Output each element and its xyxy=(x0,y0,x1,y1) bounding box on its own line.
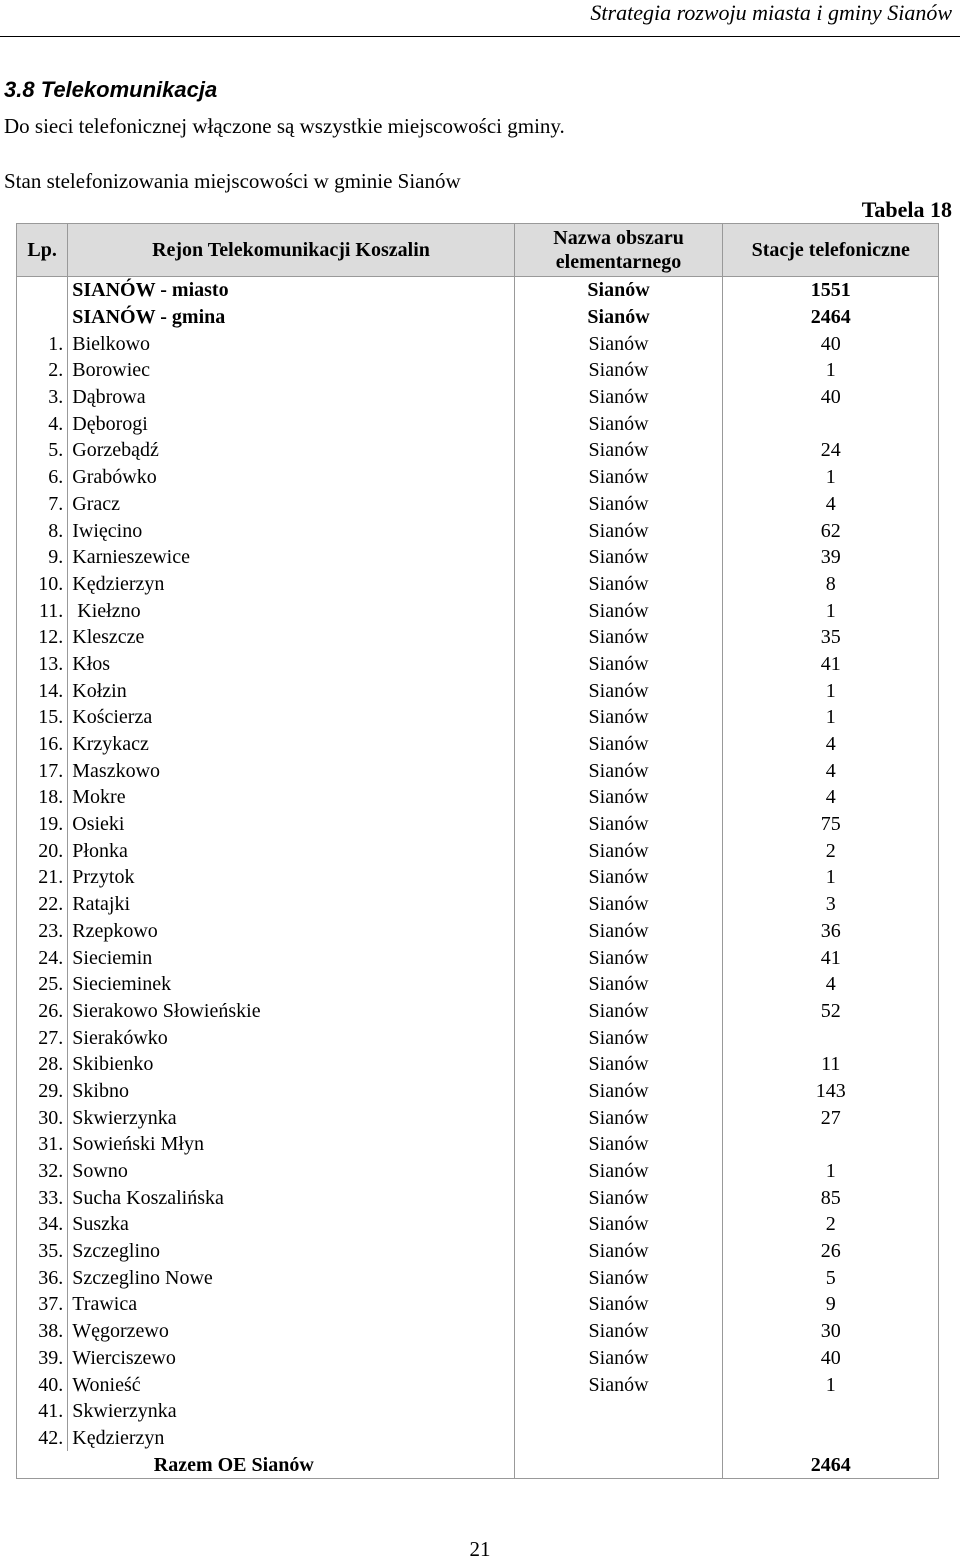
cell-phones: 11 xyxy=(723,1051,939,1078)
cell-name: Sucha Koszalińska xyxy=(68,1184,514,1211)
cell-lp: 19. xyxy=(17,811,68,838)
cell-name: Płonka xyxy=(68,837,514,864)
cell-lp: 5. xyxy=(17,437,68,464)
cell-area: Sianów xyxy=(514,944,723,971)
table-row xyxy=(17,1104,939,1131)
cell-phones xyxy=(723,1398,939,1425)
cell-phones xyxy=(723,1024,939,1051)
page-number: 21 xyxy=(469,1537,491,1561)
cell-lp: 35. xyxy=(17,1238,68,1265)
table-body xyxy=(17,277,939,1479)
cell-lp: 10. xyxy=(17,571,68,598)
table-row xyxy=(17,704,939,731)
cell-name: SIANÓW - miasto xyxy=(68,277,514,304)
cell-name: Bielkowo xyxy=(68,330,514,357)
cell-name: Skibienko xyxy=(68,1051,514,1078)
cell-area: Sianów xyxy=(514,757,723,784)
cell-lp: 27. xyxy=(17,1024,68,1051)
cell-phones: 35 xyxy=(723,624,939,651)
table-row xyxy=(17,1371,939,1398)
table-row xyxy=(17,1425,939,1452)
cell-phones: 40 xyxy=(723,1345,939,1372)
cell-phones: 24 xyxy=(723,437,939,464)
cell-area: Sianów xyxy=(514,837,723,864)
cell-name: Kleszcze xyxy=(68,624,514,651)
cell-area: Sianów xyxy=(514,677,723,704)
table-row xyxy=(17,677,939,704)
cell-area: Sianów xyxy=(514,1238,723,1265)
table-caption: Stan stelefonizowania miejscowości w gminie Sianów xyxy=(4,169,461,193)
cell-lp: 40. xyxy=(17,1371,68,1398)
cell-lp: 8. xyxy=(17,517,68,544)
cell-lp: 29. xyxy=(17,1078,68,1105)
cell-area: Sianów xyxy=(514,731,723,758)
total-row xyxy=(17,1451,939,1478)
table-row xyxy=(17,1131,939,1158)
cell-phones: 4 xyxy=(723,784,939,811)
cell-phones xyxy=(723,1131,939,1158)
cell-phones: 5 xyxy=(723,1264,939,1291)
table-row xyxy=(17,918,939,945)
cell-phones: 1 xyxy=(723,1371,939,1398)
cell-lp: 18. xyxy=(17,784,68,811)
cell-area: Sianów xyxy=(514,1345,723,1372)
cell-lp: 26. xyxy=(17,998,68,1025)
table-row xyxy=(17,784,939,811)
cell-name: Dąbrowa xyxy=(68,384,514,411)
cell-lp: 38. xyxy=(17,1318,68,1345)
cell-phones: 9 xyxy=(723,1291,939,1318)
cell-phones: 40 xyxy=(723,330,939,357)
table-row xyxy=(17,384,939,411)
cell-area: Sianów xyxy=(514,410,723,437)
cell-area: Sianów xyxy=(514,491,723,518)
cell-name: Sierakowo Słowieńskie xyxy=(68,998,514,1025)
cell-area: Sianów xyxy=(514,971,723,998)
cell-area: Sianów xyxy=(514,597,723,624)
table-row xyxy=(17,491,939,518)
cell-area: Sianów xyxy=(514,1211,723,1238)
cell-lp xyxy=(17,1451,68,1478)
table-row xyxy=(17,1184,939,1211)
cell-phones: 26 xyxy=(723,1238,939,1265)
cell-phones: 1 xyxy=(723,1158,939,1185)
cell-lp: 6. xyxy=(17,464,68,491)
cell-name: Sowieński Młyn xyxy=(68,1131,514,1158)
header-area-line1: Nazwa obszaru xyxy=(553,227,684,249)
cell-lp: 2. xyxy=(17,357,68,384)
cell-area: Sianów xyxy=(514,1184,723,1211)
cell-area: Sianów xyxy=(514,437,723,464)
cell-name: Kędzierzyn xyxy=(68,1425,514,1452)
table-header-row xyxy=(17,224,939,277)
cell-lp: 22. xyxy=(17,891,68,918)
cell-phones: 4 xyxy=(723,491,939,518)
table-row xyxy=(17,1264,939,1291)
cell-area: Sianów xyxy=(514,304,723,331)
cell-area: Sianów xyxy=(514,1078,723,1105)
summary-row xyxy=(17,277,939,304)
table-row xyxy=(17,1238,939,1265)
table-row xyxy=(17,1398,939,1425)
cell-lp: 41. xyxy=(17,1398,68,1425)
cell-name: Kędzierzyn xyxy=(68,571,514,598)
cell-phones: 4 xyxy=(723,757,939,784)
cell-phones: 1 xyxy=(723,357,939,384)
cell-area: Sianów xyxy=(514,1158,723,1185)
cell-lp: 21. xyxy=(17,864,68,891)
table-row xyxy=(17,1158,939,1185)
cell-phones: 39 xyxy=(723,544,939,571)
cell-phones: 27 xyxy=(723,1104,939,1131)
table-row xyxy=(17,1078,939,1105)
cell-name: Grabówko xyxy=(68,464,514,491)
cell-phones: 30 xyxy=(723,1318,939,1345)
cell-name: Mokre xyxy=(68,784,514,811)
cell-phones: 1 xyxy=(723,864,939,891)
table-number-label: Tabela 18 xyxy=(861,197,952,222)
cell-phones xyxy=(723,410,939,437)
cell-phones: 1551 xyxy=(723,277,939,304)
cell-name: Suszka xyxy=(68,1211,514,1238)
cell-lp: 33. xyxy=(17,1184,68,1211)
cell-phones: 41 xyxy=(723,944,939,971)
cell-name: Borowiec xyxy=(68,357,514,384)
cell-name: Kościerza xyxy=(68,704,514,731)
cell-lp: 37. xyxy=(17,1291,68,1318)
table-row xyxy=(17,998,939,1025)
cell-lp: 39. xyxy=(17,1345,68,1372)
cell-name: Gracz xyxy=(68,491,514,518)
cell-lp: 25. xyxy=(17,971,68,998)
cell-lp: 9. xyxy=(17,544,68,571)
cell-name: Iwięcino xyxy=(68,517,514,544)
cell-name: Szczeglino xyxy=(68,1238,514,1265)
table-row xyxy=(17,1345,939,1372)
cell-phones: 2464 xyxy=(723,304,939,331)
cell-area: Sianów xyxy=(514,651,723,678)
total-label: Razem OE Sianów xyxy=(68,1451,514,1478)
cell-name: Siecieminek xyxy=(68,971,514,998)
header-area xyxy=(514,224,723,277)
cell-phones: 4 xyxy=(723,971,939,998)
cell-area: Sianów xyxy=(514,571,723,598)
cell-lp: 3. xyxy=(17,384,68,411)
cell-lp: 4. xyxy=(17,410,68,437)
running-header-title: Strategia rozwoju miasta i gminy Sianów xyxy=(590,0,952,25)
cell-lp: 11. xyxy=(17,597,68,624)
cell-phones: 2 xyxy=(723,1211,939,1238)
cell-name: Ratajki xyxy=(68,891,514,918)
cell-name: Wonieść xyxy=(68,1371,514,1398)
cell-name: Gorzebądź xyxy=(68,437,514,464)
header-phones: Stacje telefoniczne xyxy=(723,224,939,277)
cell-area: Sianów xyxy=(514,811,723,838)
cell-lp: 17. xyxy=(17,757,68,784)
table-row xyxy=(17,811,939,838)
cell-area: Sianów xyxy=(514,1318,723,1345)
table-row xyxy=(17,357,939,384)
cell-area: Sianów xyxy=(514,998,723,1025)
header-area-line2: elementarnego xyxy=(555,251,682,273)
cell-area: Sianów xyxy=(514,357,723,384)
table-row xyxy=(17,837,939,864)
cell-lp: 36. xyxy=(17,1264,68,1291)
cell-phones: 3 xyxy=(723,891,939,918)
table-row xyxy=(17,330,939,357)
cell-lp: 32. xyxy=(17,1158,68,1185)
cell-name: Rzepkowo xyxy=(68,918,514,945)
cell-lp: 16. xyxy=(17,731,68,758)
table-row xyxy=(17,517,939,544)
cell-name: Węgorzewo xyxy=(68,1318,514,1345)
table-row xyxy=(17,437,939,464)
cell-area: Sianów xyxy=(514,624,723,651)
cell-phones: 1 xyxy=(723,464,939,491)
cell-area: Sianów xyxy=(514,704,723,731)
cell-name: Osieki xyxy=(68,811,514,838)
cell-name: Kłos xyxy=(68,651,514,678)
cell-area: Sianów xyxy=(514,1131,723,1158)
cell-lp: 28. xyxy=(17,1051,68,1078)
cell-name: Skwierzynka xyxy=(68,1398,514,1425)
header-lp: Lp. xyxy=(17,224,68,277)
cell-area: Sianów xyxy=(514,330,723,357)
summary-row xyxy=(17,304,939,331)
cell-name: Krzykacz xyxy=(68,731,514,758)
cell-area: Sianów xyxy=(514,918,723,945)
cell-lp: 23. xyxy=(17,918,68,945)
cell-name: Sowno xyxy=(68,1158,514,1185)
table-row xyxy=(17,757,939,784)
cell-lp: 20. xyxy=(17,837,68,864)
cell-area: Sianów xyxy=(514,784,723,811)
cell-name: Przytok xyxy=(68,864,514,891)
cell-phones: 1 xyxy=(723,677,939,704)
cell-phones: 2 xyxy=(723,837,939,864)
cell-lp: 7. xyxy=(17,491,68,518)
cell-lp xyxy=(17,277,68,304)
table-row xyxy=(17,1051,939,1078)
table-row xyxy=(17,971,939,998)
cell-phones: 40 xyxy=(723,384,939,411)
cell-area: Sianów xyxy=(514,864,723,891)
cell-lp: 14. xyxy=(17,677,68,704)
cell-phones: 1 xyxy=(723,597,939,624)
cell-name: Sierakówko xyxy=(68,1024,514,1051)
cell-area: Sianów xyxy=(514,1291,723,1318)
cell-lp: 42. xyxy=(17,1425,68,1452)
cell-area: Sianów xyxy=(514,277,723,304)
cell-lp: 34. xyxy=(17,1211,68,1238)
table-row xyxy=(17,891,939,918)
cell-lp: 13. xyxy=(17,651,68,678)
cell-area: Sianów xyxy=(514,1371,723,1398)
header-rule xyxy=(0,36,960,37)
cell-lp: 12. xyxy=(17,624,68,651)
cell-area: Sianów xyxy=(514,517,723,544)
cell-lp: 1. xyxy=(17,330,68,357)
table-row xyxy=(17,1024,939,1051)
table-row xyxy=(17,1318,939,1345)
table-row xyxy=(17,651,939,678)
cell-name: Wierciszewo xyxy=(68,1345,514,1372)
cell-lp xyxy=(17,304,68,331)
cell-phones: 62 xyxy=(723,517,939,544)
cell-name: Skwierzynka xyxy=(68,1104,514,1131)
cell-lp: 24. xyxy=(17,944,68,971)
table-row xyxy=(17,731,939,758)
cell-phones: 1 xyxy=(723,704,939,731)
cell-name: Szczeglino Nowe xyxy=(68,1264,514,1291)
cell-name: Kiełzno xyxy=(68,597,514,624)
cell-phones: 4 xyxy=(723,731,939,758)
cell-lp: 30. xyxy=(17,1104,68,1131)
cell-phones: 8 xyxy=(723,571,939,598)
cell-name: Maszkowo xyxy=(68,757,514,784)
cell-area xyxy=(514,1398,723,1425)
cell-phones: 143 xyxy=(723,1078,939,1105)
cell-name: Dęborogi xyxy=(68,410,514,437)
table-row xyxy=(17,864,939,891)
cell-area: Sianów xyxy=(514,384,723,411)
table-row xyxy=(17,571,939,598)
cell-phones: 36 xyxy=(723,918,939,945)
header-rejon: Rejon Telekomunikacji Koszalin xyxy=(68,224,514,277)
cell-lp: 15. xyxy=(17,704,68,731)
total-phones: 2464 xyxy=(723,1451,939,1478)
cell-name: Karnieszewice xyxy=(68,544,514,571)
cell-phones: 41 xyxy=(723,651,939,678)
table-row xyxy=(17,544,939,571)
table-row xyxy=(17,597,939,624)
intro-paragraph: Do sieci telefonicznej włączone są wszystkie miejscowości gminy. xyxy=(4,114,565,138)
cell-name: Trawica xyxy=(68,1291,514,1318)
table-row xyxy=(17,1291,939,1318)
table-row xyxy=(17,944,939,971)
cell-area: Sianów xyxy=(514,1051,723,1078)
telephone-stations-table xyxy=(16,223,939,1479)
section-heading: 3.8 Telekomunikacja xyxy=(4,77,218,102)
cell-phones: 85 xyxy=(723,1184,939,1211)
cell-area: Sianów xyxy=(514,544,723,571)
cell-area xyxy=(514,1425,723,1452)
cell-area: Sianów xyxy=(514,1104,723,1131)
cell-area: Sianów xyxy=(514,1024,723,1051)
cell-area: Sianów xyxy=(514,1264,723,1291)
cell-phones: 52 xyxy=(723,998,939,1025)
cell-area xyxy=(514,1451,723,1478)
cell-name: Sieciemin xyxy=(68,944,514,971)
cell-phones: 75 xyxy=(723,811,939,838)
table-row xyxy=(17,464,939,491)
cell-area: Sianów xyxy=(514,464,723,491)
cell-area: Sianów xyxy=(514,891,723,918)
cell-name: Skibno xyxy=(68,1078,514,1105)
cell-name: Kołzin xyxy=(68,677,514,704)
cell-name: SIANÓW - gmina xyxy=(68,304,514,331)
cell-phones xyxy=(723,1425,939,1452)
cell-lp: 31. xyxy=(17,1131,68,1158)
table-row xyxy=(17,624,939,651)
table-row xyxy=(17,410,939,437)
table-row xyxy=(17,1211,939,1238)
